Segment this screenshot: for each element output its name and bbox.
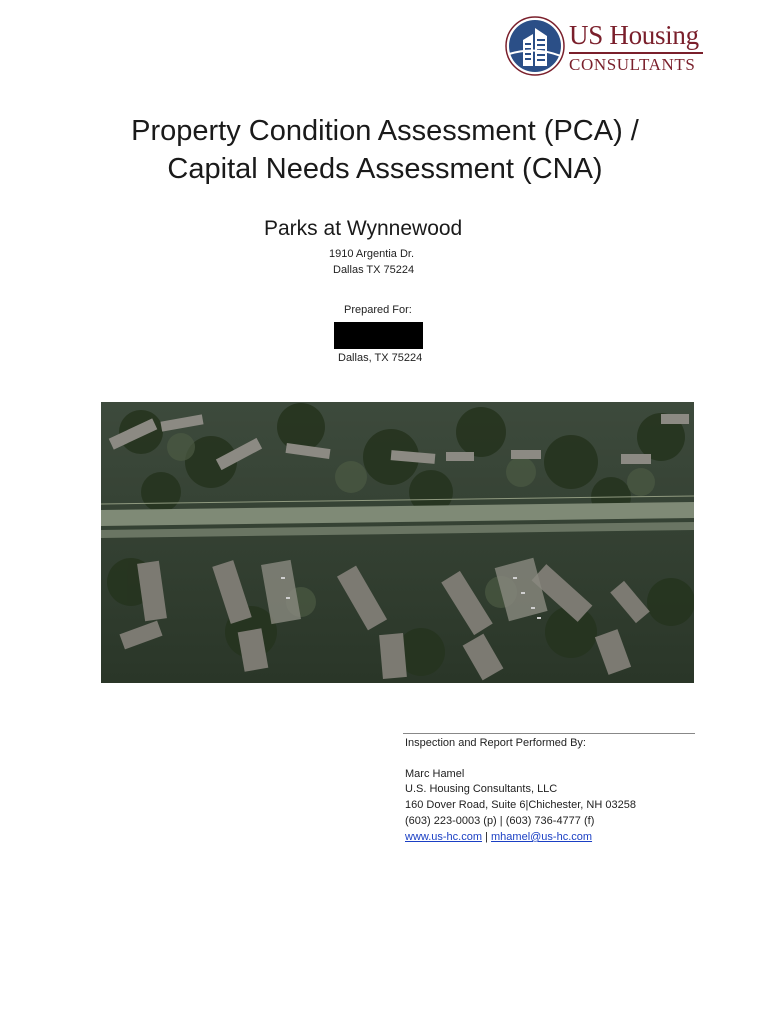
inspector-name: Marc Hamel [405,768,465,780]
redacted-client-name [334,322,423,349]
inspector-contact-links [405,831,592,843]
report-title-line2: Capital Needs Assessment (CNA) [167,153,603,185]
prepared-for-city: Dallas, TX 75224 [338,352,423,364]
company-logo [505,16,705,78]
inspector-phones: (603) 223-0003 (p) | (603) 736-4777 (f) [405,815,595,827]
property-name: Parks at Wynnewood [264,217,463,240]
contact-separator: | [485,831,488,843]
property-address-line1: 1910 Argentia Dr. [329,248,415,260]
aerial-property-photo [101,402,694,683]
logo-building-icon [505,16,565,76]
inspector-address: 160 Dover Road, Suite 6|Chichester, NH 03258 [405,799,636,811]
prepared-for-label: Prepared For: [344,304,412,316]
email-link[interactable]: mhamel@us-hc.com [491,831,593,843]
inspector-company: U.S. Housing Consultants, LLC [405,783,558,795]
logo-divider [569,52,703,54]
logo-text-consultants: CONSULTANTS [569,55,696,74]
signature-divider [403,733,695,734]
website-link[interactable]: www.us-hc.com [405,831,483,843]
logo-text-us-housing: US Housing [569,20,699,50]
inspection-heading: Inspection and Report Performed By: [405,737,586,749]
report-title [0,112,770,188]
property-address-line2: Dallas TX 75224 [333,264,415,276]
report-title-line1: Property Condition Assessment (PCA) / [131,115,639,147]
